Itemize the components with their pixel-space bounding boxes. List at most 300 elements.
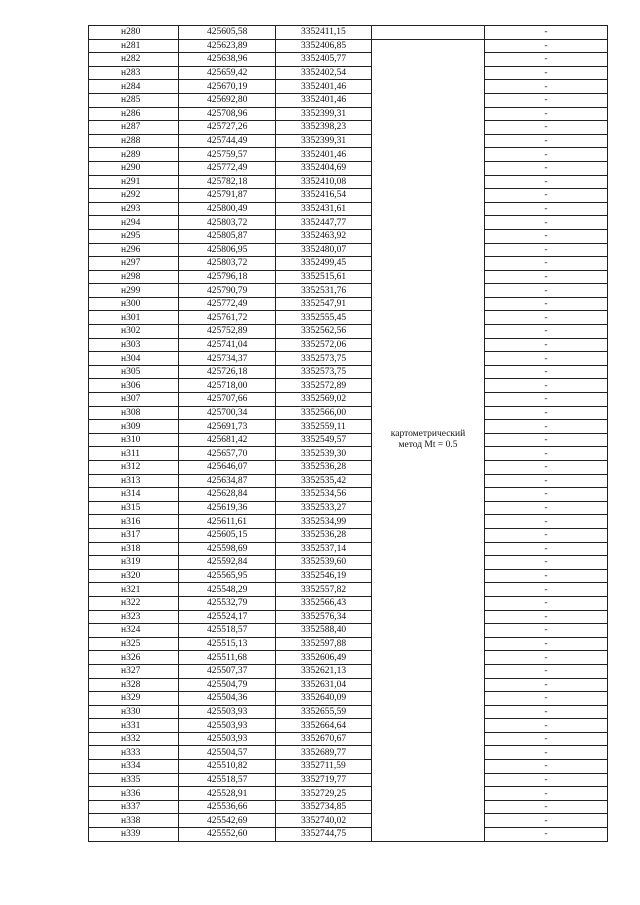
method-cell-empty bbox=[372, 26, 485, 40]
table-row bbox=[89, 189, 608, 203]
y-coordinate-cell: 3352664,64 bbox=[276, 719, 372, 733]
point-id-cell: н288 bbox=[89, 134, 179, 148]
table-row bbox=[89, 26, 608, 40]
table-row bbox=[89, 787, 608, 801]
extra-value-cell: - bbox=[485, 461, 608, 475]
extra-value-cell: - bbox=[485, 556, 608, 570]
x-coordinate-cell: 425741,04 bbox=[179, 338, 276, 352]
x-coordinate-cell: 425592,84 bbox=[179, 556, 276, 570]
y-coordinate-cell: 3352744,75 bbox=[276, 828, 372, 842]
x-coordinate-cell: 425806,95 bbox=[179, 243, 276, 257]
y-coordinate-cell: 3352572,89 bbox=[276, 379, 372, 393]
y-coordinate-cell: 3352562,56 bbox=[276, 325, 372, 339]
x-coordinate-cell: 425524,17 bbox=[179, 610, 276, 624]
extra-value-cell: - bbox=[485, 746, 608, 760]
extra-value-cell: - bbox=[485, 257, 608, 271]
extra-value-cell: - bbox=[485, 216, 608, 230]
extra-value-cell: - bbox=[485, 365, 608, 379]
extra-value-cell: - bbox=[485, 515, 608, 529]
table-row bbox=[89, 53, 608, 67]
extra-value-cell: - bbox=[485, 501, 608, 515]
table-row bbox=[89, 107, 608, 121]
table-row bbox=[89, 243, 608, 257]
table-row bbox=[89, 542, 608, 556]
y-coordinate-cell: 3352401,46 bbox=[276, 148, 372, 162]
point-id-cell: н315 bbox=[89, 501, 179, 515]
table-row bbox=[89, 80, 608, 94]
y-coordinate-cell: 3352572,06 bbox=[276, 338, 372, 352]
extra-value-cell: - bbox=[485, 624, 608, 638]
table-row bbox=[89, 610, 608, 624]
table-row bbox=[89, 474, 608, 488]
y-coordinate-cell: 3352597,88 bbox=[276, 637, 372, 651]
x-coordinate-cell: 425659,42 bbox=[179, 66, 276, 80]
table-row bbox=[89, 461, 608, 475]
extra-value-cell: - bbox=[485, 338, 608, 352]
x-coordinate-cell: 425565,95 bbox=[179, 569, 276, 583]
x-coordinate-cell: 425542,69 bbox=[179, 814, 276, 828]
point-id-cell: н286 bbox=[89, 107, 179, 121]
extra-value-cell: - bbox=[485, 134, 608, 148]
point-id-cell: н333 bbox=[89, 746, 179, 760]
table-row bbox=[89, 393, 608, 407]
point-id-cell: н292 bbox=[89, 189, 179, 203]
x-coordinate-cell: 425552,60 bbox=[179, 828, 276, 842]
x-coordinate-cell: 425634,87 bbox=[179, 474, 276, 488]
extra-value-cell: - bbox=[485, 583, 608, 597]
extra-value-cell: - bbox=[485, 26, 608, 40]
x-coordinate-cell: 425692,80 bbox=[179, 93, 276, 107]
extra-value-cell: - bbox=[485, 719, 608, 733]
table-row bbox=[89, 121, 608, 135]
table-row bbox=[89, 719, 608, 733]
extra-value-cell: - bbox=[485, 148, 608, 162]
x-coordinate-cell: 425772,49 bbox=[179, 297, 276, 311]
y-coordinate-cell: 3352719,77 bbox=[276, 773, 372, 787]
table-row bbox=[89, 134, 608, 148]
table-row bbox=[89, 705, 608, 719]
table-row bbox=[89, 257, 608, 271]
table-row bbox=[89, 515, 608, 529]
point-id-cell: н310 bbox=[89, 433, 179, 447]
x-coordinate-cell: 425518,57 bbox=[179, 773, 276, 787]
y-coordinate-cell: 3352536,28 bbox=[276, 528, 372, 542]
table-row bbox=[89, 800, 608, 814]
x-coordinate-cell: 425504,36 bbox=[179, 692, 276, 706]
x-coordinate-cell: 425528,91 bbox=[179, 787, 276, 801]
table-row bbox=[89, 229, 608, 243]
extra-value-cell: - bbox=[485, 420, 608, 434]
table-row bbox=[89, 746, 608, 760]
point-id-cell: н336 bbox=[89, 787, 179, 801]
point-id-cell: н302 bbox=[89, 325, 179, 339]
extra-value-cell: - bbox=[485, 692, 608, 706]
y-coordinate-cell: 3352539,30 bbox=[276, 447, 372, 461]
x-coordinate-cell: 425548,29 bbox=[179, 583, 276, 597]
extra-value-cell: - bbox=[485, 800, 608, 814]
point-id-cell: н298 bbox=[89, 270, 179, 284]
y-coordinate-cell: 3352729,25 bbox=[276, 787, 372, 801]
y-coordinate-cell: 3352559,11 bbox=[276, 420, 372, 434]
point-id-cell: н295 bbox=[89, 229, 179, 243]
table-row bbox=[89, 202, 608, 216]
table-row bbox=[89, 352, 608, 366]
table-row bbox=[89, 420, 608, 434]
table-body bbox=[89, 26, 608, 842]
x-coordinate-cell: 425623,89 bbox=[179, 39, 276, 53]
extra-value-cell: - bbox=[485, 270, 608, 284]
extra-value-cell: - bbox=[485, 488, 608, 502]
point-id-cell: н283 bbox=[89, 66, 179, 80]
y-coordinate-cell: 3352734,85 bbox=[276, 800, 372, 814]
table-row bbox=[89, 148, 608, 162]
point-id-cell: н328 bbox=[89, 678, 179, 692]
table-row bbox=[89, 338, 608, 352]
point-id-cell: н319 bbox=[89, 556, 179, 570]
y-coordinate-cell: 3352566,43 bbox=[276, 596, 372, 610]
y-coordinate-cell: 3352606,49 bbox=[276, 651, 372, 665]
x-coordinate-cell: 425504,57 bbox=[179, 746, 276, 760]
y-coordinate-cell: 3352555,45 bbox=[276, 311, 372, 325]
table-row bbox=[89, 556, 608, 570]
table-row bbox=[89, 760, 608, 774]
extra-value-cell: - bbox=[485, 284, 608, 298]
point-id-cell: н307 bbox=[89, 393, 179, 407]
extra-value-cell: - bbox=[485, 93, 608, 107]
y-coordinate-cell: 3352621,13 bbox=[276, 664, 372, 678]
table-row bbox=[89, 828, 608, 842]
point-id-cell: н320 bbox=[89, 569, 179, 583]
extra-value-cell: - bbox=[485, 121, 608, 135]
y-coordinate-cell: 3352480,07 bbox=[276, 243, 372, 257]
point-id-cell: н316 bbox=[89, 515, 179, 529]
y-coordinate-cell: 3352401,46 bbox=[276, 80, 372, 94]
point-id-cell: н317 bbox=[89, 528, 179, 542]
x-coordinate-cell: 425744,49 bbox=[179, 134, 276, 148]
x-coordinate-cell: 425800,49 bbox=[179, 202, 276, 216]
y-coordinate-cell: 3352569,02 bbox=[276, 393, 372, 407]
table-row bbox=[89, 406, 608, 420]
y-coordinate-cell: 3352534,56 bbox=[276, 488, 372, 502]
point-id-cell: н323 bbox=[89, 610, 179, 624]
point-id-cell: н294 bbox=[89, 216, 179, 230]
y-coordinate-cell: 3352447,77 bbox=[276, 216, 372, 230]
y-coordinate-cell: 3352566,00 bbox=[276, 406, 372, 420]
y-coordinate-cell: 3352631,04 bbox=[276, 678, 372, 692]
x-coordinate-cell: 425796,18 bbox=[179, 270, 276, 284]
y-coordinate-cell: 3352539,60 bbox=[276, 556, 372, 570]
point-id-cell: н291 bbox=[89, 175, 179, 189]
x-coordinate-cell: 425503,93 bbox=[179, 705, 276, 719]
point-id-cell: н327 bbox=[89, 664, 179, 678]
extra-value-cell: - bbox=[485, 678, 608, 692]
point-id-cell: н338 bbox=[89, 814, 179, 828]
y-coordinate-cell: 3352499,45 bbox=[276, 257, 372, 271]
x-coordinate-cell: 425611,61 bbox=[179, 515, 276, 529]
point-id-cell: н337 bbox=[89, 800, 179, 814]
point-id-cell: н322 bbox=[89, 596, 179, 610]
point-id-cell: н331 bbox=[89, 719, 179, 733]
extra-value-cell: - bbox=[485, 596, 608, 610]
table-row bbox=[89, 433, 608, 447]
extra-value-cell: - bbox=[485, 107, 608, 121]
table-row bbox=[89, 311, 608, 325]
table-row bbox=[89, 651, 608, 665]
method-line-2: метод Mt = 0.5 bbox=[398, 440, 458, 451]
point-id-cell: н312 bbox=[89, 461, 179, 475]
point-id-cell: н311 bbox=[89, 447, 179, 461]
method-line-1: картометрический bbox=[390, 429, 466, 440]
point-id-cell: н285 bbox=[89, 93, 179, 107]
extra-value-cell: - bbox=[485, 406, 608, 420]
extra-value-cell: - bbox=[485, 610, 608, 624]
point-id-cell: н324 bbox=[89, 624, 179, 638]
extra-value-cell: - bbox=[485, 528, 608, 542]
x-coordinate-cell: 425510,82 bbox=[179, 760, 276, 774]
y-coordinate-cell: 3352588,40 bbox=[276, 624, 372, 638]
extra-value-cell: - bbox=[485, 352, 608, 366]
x-coordinate-cell: 425681,42 bbox=[179, 433, 276, 447]
y-coordinate-cell: 3352711,59 bbox=[276, 760, 372, 774]
table-row bbox=[89, 270, 608, 284]
table-row bbox=[89, 379, 608, 393]
x-coordinate-cell: 425646,07 bbox=[179, 461, 276, 475]
point-id-cell: н281 bbox=[89, 39, 179, 53]
table-row bbox=[89, 488, 608, 502]
x-coordinate-cell: 425772,49 bbox=[179, 161, 276, 175]
table-row bbox=[89, 284, 608, 298]
extra-value-cell: - bbox=[485, 664, 608, 678]
x-coordinate-cell: 425752,89 bbox=[179, 325, 276, 339]
y-coordinate-cell: 3352515,61 bbox=[276, 270, 372, 284]
point-id-cell: н309 bbox=[89, 420, 179, 434]
y-coordinate-cell: 3352405,77 bbox=[276, 53, 372, 67]
extra-value-cell: - bbox=[485, 202, 608, 216]
extra-value-cell: - bbox=[485, 705, 608, 719]
extra-value-cell: - bbox=[485, 447, 608, 461]
y-coordinate-cell: 3352573,75 bbox=[276, 352, 372, 366]
x-coordinate-cell: 425628,84 bbox=[179, 488, 276, 502]
point-id-cell: н289 bbox=[89, 148, 179, 162]
extra-value-cell: - bbox=[485, 732, 608, 746]
extra-value-cell: - bbox=[485, 637, 608, 651]
extra-value-cell: - bbox=[485, 474, 608, 488]
y-coordinate-cell: 3352398,23 bbox=[276, 121, 372, 135]
x-coordinate-cell: 425638,96 bbox=[179, 53, 276, 67]
extra-value-cell: - bbox=[485, 175, 608, 189]
extra-value-cell: - bbox=[485, 39, 608, 53]
table-row bbox=[89, 39, 608, 53]
table-row bbox=[89, 216, 608, 230]
y-coordinate-cell: 3352404,69 bbox=[276, 161, 372, 175]
table-row bbox=[89, 447, 608, 461]
x-coordinate-cell: 425707,66 bbox=[179, 393, 276, 407]
point-id-cell: н287 bbox=[89, 121, 179, 135]
table-row bbox=[89, 692, 608, 706]
y-coordinate-cell: 3352406,85 bbox=[276, 39, 372, 53]
point-id-cell: н290 bbox=[89, 161, 179, 175]
extra-value-cell: - bbox=[485, 760, 608, 774]
extra-value-cell: - bbox=[485, 542, 608, 556]
point-id-cell: н305 bbox=[89, 365, 179, 379]
y-coordinate-cell: 3352531,76 bbox=[276, 284, 372, 298]
x-coordinate-cell: 425761,72 bbox=[179, 311, 276, 325]
point-id-cell: н314 bbox=[89, 488, 179, 502]
point-id-cell: н306 bbox=[89, 379, 179, 393]
point-id-cell: н318 bbox=[89, 542, 179, 556]
table-row bbox=[89, 732, 608, 746]
x-coordinate-cell: 425718,00 bbox=[179, 379, 276, 393]
table-row bbox=[89, 365, 608, 379]
x-coordinate-cell: 425605,58 bbox=[179, 26, 276, 40]
y-coordinate-cell: 3352573,75 bbox=[276, 365, 372, 379]
point-id-cell: н332 bbox=[89, 732, 179, 746]
point-id-cell: н299 bbox=[89, 284, 179, 298]
x-coordinate-cell: 425507,37 bbox=[179, 664, 276, 678]
y-coordinate-cell: 3352549,57 bbox=[276, 433, 372, 447]
extra-value-cell: - bbox=[485, 53, 608, 67]
point-id-cell: н301 bbox=[89, 311, 179, 325]
x-coordinate-cell: 425605,15 bbox=[179, 528, 276, 542]
y-coordinate-cell: 3352535,42 bbox=[276, 474, 372, 488]
table-row bbox=[89, 528, 608, 542]
table-row bbox=[89, 624, 608, 638]
x-coordinate-cell: 425700,34 bbox=[179, 406, 276, 420]
x-coordinate-cell: 425791,87 bbox=[179, 189, 276, 203]
x-coordinate-cell: 425503,93 bbox=[179, 732, 276, 746]
x-coordinate-cell: 425619,36 bbox=[179, 501, 276, 515]
x-coordinate-cell: 425511,68 bbox=[179, 651, 276, 665]
y-coordinate-cell: 3352546,19 bbox=[276, 569, 372, 583]
table-row bbox=[89, 773, 608, 787]
y-coordinate-cell: 3352416,54 bbox=[276, 189, 372, 203]
y-coordinate-cell: 3352534,99 bbox=[276, 515, 372, 529]
table-row bbox=[89, 66, 608, 80]
x-coordinate-cell: 425503,93 bbox=[179, 719, 276, 733]
x-coordinate-cell: 425657,70 bbox=[179, 447, 276, 461]
table-row bbox=[89, 596, 608, 610]
extra-value-cell: - bbox=[485, 229, 608, 243]
table-row bbox=[89, 678, 608, 692]
table-row bbox=[89, 664, 608, 678]
extra-value-cell: - bbox=[485, 243, 608, 257]
y-coordinate-cell: 3352576,34 bbox=[276, 610, 372, 624]
point-id-cell: н282 bbox=[89, 53, 179, 67]
y-coordinate-cell: 3352402,54 bbox=[276, 66, 372, 80]
point-id-cell: н304 bbox=[89, 352, 179, 366]
y-coordinate-cell: 3352533,27 bbox=[276, 501, 372, 515]
point-id-cell: н296 bbox=[89, 243, 179, 257]
extra-value-cell: - bbox=[485, 569, 608, 583]
point-id-cell: н300 bbox=[89, 297, 179, 311]
extra-value-cell: - bbox=[485, 651, 608, 665]
x-coordinate-cell: 425670,19 bbox=[179, 80, 276, 94]
x-coordinate-cell: 425532,79 bbox=[179, 596, 276, 610]
y-coordinate-cell: 3352401,46 bbox=[276, 93, 372, 107]
table-row bbox=[89, 583, 608, 597]
extra-value-cell: - bbox=[485, 379, 608, 393]
table-row bbox=[89, 297, 608, 311]
point-id-cell: н334 bbox=[89, 760, 179, 774]
x-coordinate-cell: 425536,66 bbox=[179, 800, 276, 814]
x-coordinate-cell: 425691,73 bbox=[179, 420, 276, 434]
y-coordinate-cell: 3352640,09 bbox=[276, 692, 372, 706]
y-coordinate-cell: 3352431,61 bbox=[276, 202, 372, 216]
table-row bbox=[89, 501, 608, 515]
extra-value-cell: - bbox=[485, 297, 608, 311]
y-coordinate-cell: 3352463,92 bbox=[276, 229, 372, 243]
y-coordinate-cell: 3352547,91 bbox=[276, 297, 372, 311]
y-coordinate-cell: 3352557,82 bbox=[276, 583, 372, 597]
y-coordinate-cell: 3352399,31 bbox=[276, 107, 372, 121]
coordinates-table bbox=[88, 25, 608, 842]
extra-value-cell: - bbox=[485, 189, 608, 203]
point-id-cell: н329 bbox=[89, 692, 179, 706]
extra-value-cell: - bbox=[485, 814, 608, 828]
table-row bbox=[89, 93, 608, 107]
x-coordinate-cell: 425803,72 bbox=[179, 216, 276, 230]
extra-value-cell: - bbox=[485, 66, 608, 80]
x-coordinate-cell: 425598,69 bbox=[179, 542, 276, 556]
table-row bbox=[89, 637, 608, 651]
y-coordinate-cell: 3352399,31 bbox=[276, 134, 372, 148]
point-id-cell: н303 bbox=[89, 338, 179, 352]
y-coordinate-cell: 3352410,08 bbox=[276, 175, 372, 189]
point-id-cell: н313 bbox=[89, 474, 179, 488]
x-coordinate-cell: 425782,18 bbox=[179, 175, 276, 189]
x-coordinate-cell: 425726,18 bbox=[179, 365, 276, 379]
point-id-cell: н339 bbox=[89, 828, 179, 842]
extra-value-cell: - bbox=[485, 393, 608, 407]
y-coordinate-cell: 3352740,02 bbox=[276, 814, 372, 828]
point-id-cell: н321 bbox=[89, 583, 179, 597]
extra-value-cell: - bbox=[485, 325, 608, 339]
x-coordinate-cell: 425504,79 bbox=[179, 678, 276, 692]
extra-value-cell: - bbox=[485, 433, 608, 447]
extra-value-cell: - bbox=[485, 787, 608, 801]
point-id-cell: н335 bbox=[89, 773, 179, 787]
x-coordinate-cell: 425790,79 bbox=[179, 284, 276, 298]
y-coordinate-cell: 3352536,28 bbox=[276, 461, 372, 475]
x-coordinate-cell: 425805,87 bbox=[179, 229, 276, 243]
x-coordinate-cell: 425727,26 bbox=[179, 121, 276, 135]
method-cell bbox=[372, 39, 485, 841]
table-row bbox=[89, 814, 608, 828]
point-id-cell: н293 bbox=[89, 202, 179, 216]
y-coordinate-cell: 3352411,15 bbox=[276, 26, 372, 40]
x-coordinate-cell: 425518,57 bbox=[179, 624, 276, 638]
table-row bbox=[89, 325, 608, 339]
y-coordinate-cell: 3352689,77 bbox=[276, 746, 372, 760]
point-id-cell: н308 bbox=[89, 406, 179, 420]
x-coordinate-cell: 425708,96 bbox=[179, 107, 276, 121]
x-coordinate-cell: 425734,37 bbox=[179, 352, 276, 366]
point-id-cell: н284 bbox=[89, 80, 179, 94]
point-id-cell: н280 bbox=[89, 26, 179, 40]
point-id-cell: н297 bbox=[89, 257, 179, 271]
x-coordinate-cell: 425759,57 bbox=[179, 148, 276, 162]
extra-value-cell: - bbox=[485, 161, 608, 175]
y-coordinate-cell: 3352655,59 bbox=[276, 705, 372, 719]
x-coordinate-cell: 425803,72 bbox=[179, 257, 276, 271]
extra-value-cell: - bbox=[485, 773, 608, 787]
x-coordinate-cell: 425515,13 bbox=[179, 637, 276, 651]
extra-value-cell: - bbox=[485, 80, 608, 94]
y-coordinate-cell: 3352537,14 bbox=[276, 542, 372, 556]
table-row bbox=[89, 569, 608, 583]
y-coordinate-cell: 3352670,67 bbox=[276, 732, 372, 746]
point-id-cell: н325 bbox=[89, 637, 179, 651]
